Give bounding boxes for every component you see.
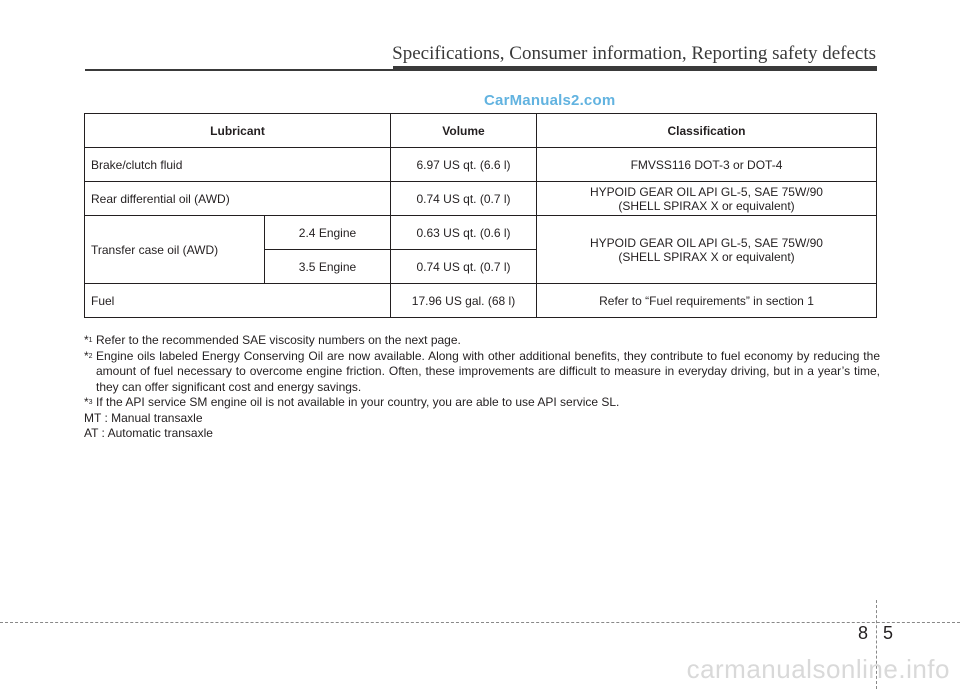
header-lubricant: Lubricant [85,114,391,148]
header-volume: Volume [391,114,537,148]
classification-cell [537,182,877,216]
abbreviation-mt: MT : Manual transaxle [84,410,203,425]
classification-line: HYPOID GEAR OIL API GL-5, SAE 75W/90 [590,184,823,199]
footnote-text: Engine oils labeled Energy Conserving Oil are now available. Along with other additional benefits, they contribute to fuel economy by reducing the amount of fuel necessary to overcome engine friction. Often, these improvements are difficult to measure in everyday driving, but in a year’s time, they can offer significant cost and energy savings. [96,348,880,394]
classification-line: (SHELL SPIRAX X or equivalent) [618,198,795,213]
volume-cell: 0.74 US qt. (0.7 l) [391,250,537,284]
footnote-3 [84,395,880,411]
table-row [85,284,877,318]
engine-cell: 2.4 Engine [265,216,391,250]
table-row [85,182,877,216]
table-row [85,148,877,182]
table-row [85,216,877,250]
lubricant-spec-table [84,113,877,318]
volume-cell: 0.74 US qt. (0.7 l) [391,182,537,216]
footnote-marker: *$^3$ [84,395,93,409]
classification-line: (SHELL SPIRAX X or equivalent) [618,249,795,264]
footnote-text: If the API service SM engine oil is not available in your country, you are able to use API service SL. [96,395,620,409]
volume-cell: 0.63 US qt. (0.6 l) [391,216,537,250]
classification-cell [537,216,877,284]
table-header-row [85,114,877,148]
footnote-text: Refer to the recommended SAE viscosity numbers on the next page. [96,333,461,347]
footnotes [84,333,880,442]
abbreviation-at: AT : Automatic transaxle [84,426,213,440]
lubricant-cell: Rear differential oil (AWD) [85,182,391,216]
page-header-title: Specifications, Consumer information, Reporting safety defects [392,43,876,64]
classification-line: HYPOID GEAR OIL API GL-5, SAE 75W/90 [590,235,823,250]
engine-cell: 3.5 Engine [265,250,391,284]
classification-cell: Refer to “Fuel requirements” in section 1 [537,284,877,318]
footnote-marker: *$^2$ [84,348,93,363]
footer-divider [0,622,960,623]
lubricant-cell: Fuel [85,284,391,318]
footer-watermark: carmanualsonline.info [686,654,950,684]
volume-cell: 6.97 US qt. (6.6 l) [391,148,537,182]
page-number: 5 [883,623,894,643]
footnote-marker: *$^1$ [84,333,93,347]
volume-cell: 17.96 US gal. (68 l) [391,284,537,318]
header-rule-thin [85,69,393,71]
header-rule-thick [393,66,877,71]
header-classification: Classification [537,114,877,148]
chapter-number: 8 [858,623,869,643]
lubricant-cell: Transfer case oil (AWD) [85,216,265,284]
lubricant-cell: Brake/clutch fluid [85,148,391,182]
footnote-1 [84,333,880,349]
watermark-text: CarManuals2.com [484,92,616,109]
classification-cell: FMVSS116 DOT-3 or DOT-4 [537,148,877,182]
footnote-2 [84,349,880,396]
